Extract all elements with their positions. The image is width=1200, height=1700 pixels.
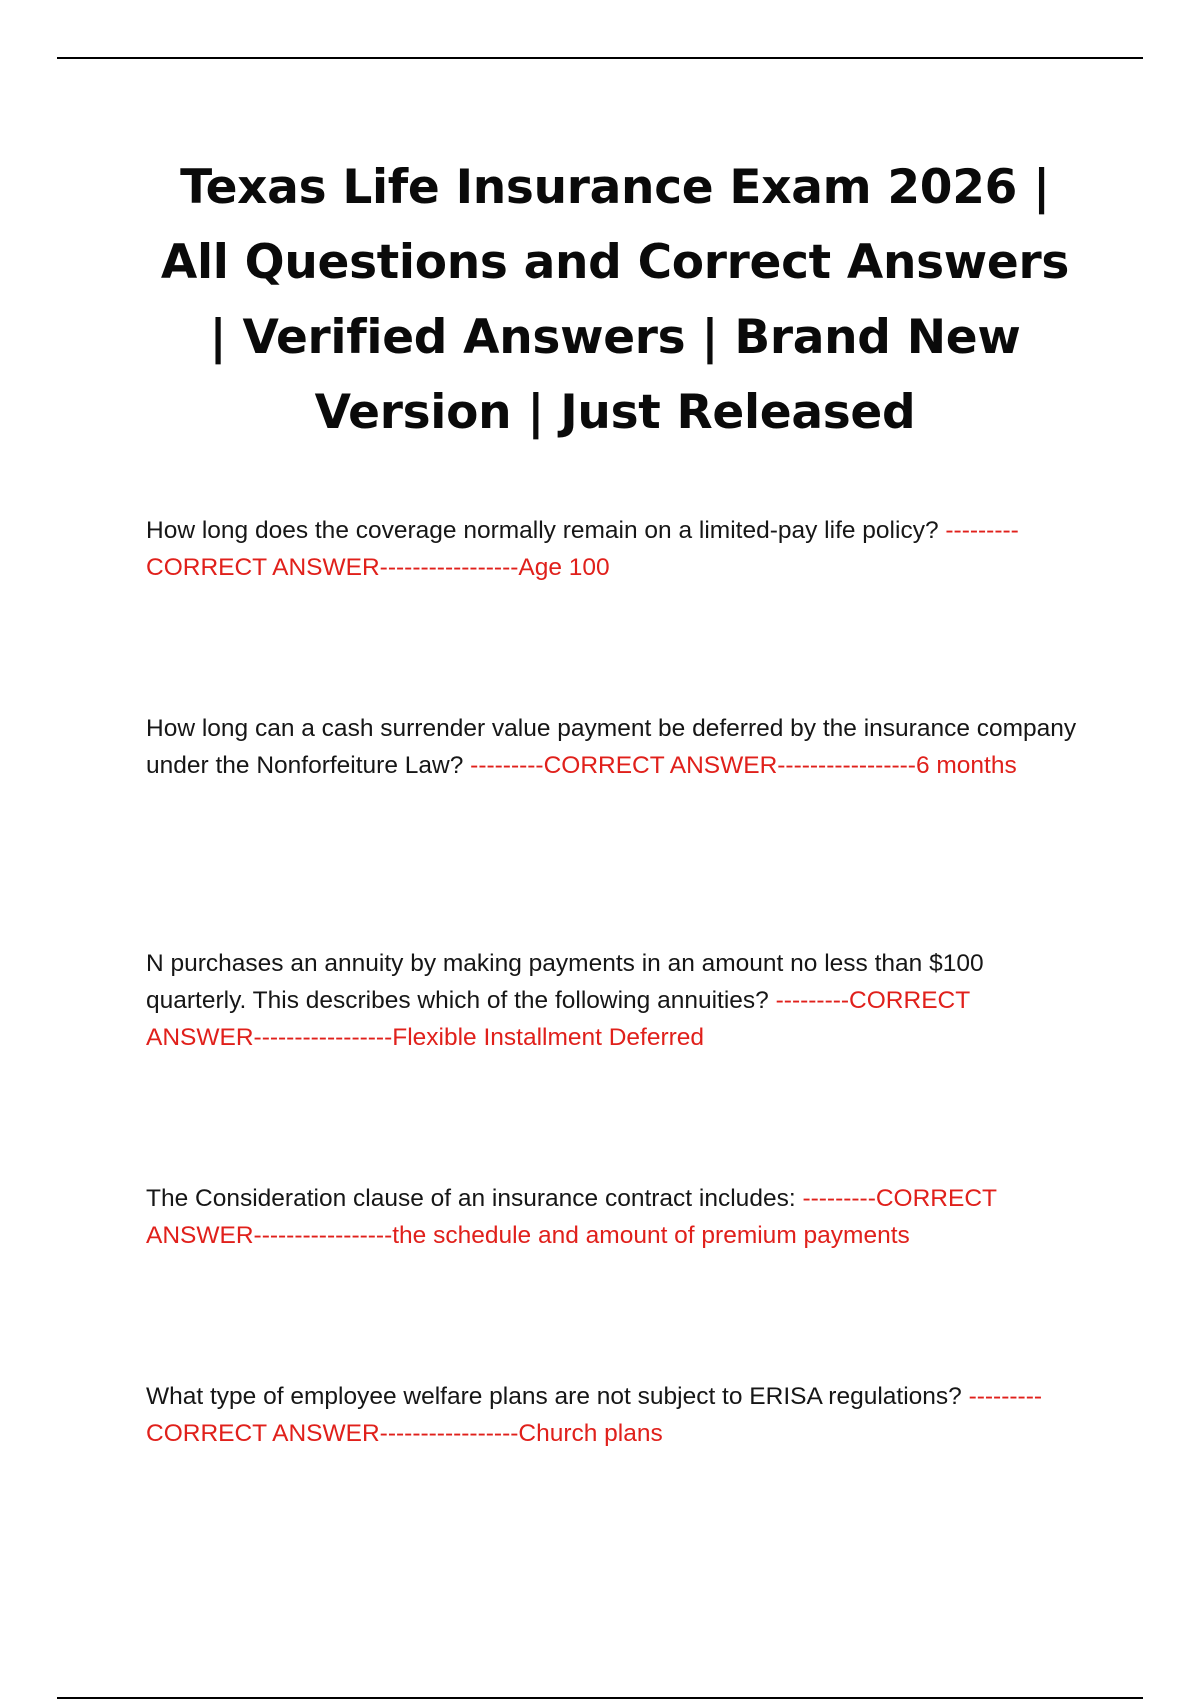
qa-item <box>146 512 1086 586</box>
qa-item <box>146 1180 1086 1254</box>
question-text: How long does the coverage normally remain on a limited-pay life policy? <box>146 517 946 544</box>
answer-text: ---------CORRECT ANSWER-----------------Flexible Installment Deferred <box>146 987 970 1051</box>
question-text: N purchases an annuity by making payments in an amount no less than $100 quarterly. This describes which of the following annuities? <box>146 950 984 1014</box>
bottom-divider <box>57 1697 1143 1699</box>
answer-text: ---------CORRECT ANSWER-----------------6 months <box>470 752 1017 779</box>
answer-text: ---------CORRECT ANSWER-----------------Church plans <box>146 1383 1043 1447</box>
question-text: How long can a cash surrender value payment be deferred by the insurance company under the Nonforfeiture Law? <box>146 715 1077 779</box>
answer-text: ---------CORRECT ANSWER-----------------the schedule and amount of premium payments <box>146 1185 997 1249</box>
document-title: Texas Life Insurance Exam 2026 | All Questions and Correct Answers | Verified Answers | Brand New Version | Just Released <box>160 160 1070 440</box>
qa-item <box>146 710 1086 784</box>
question-text: What type of employee welfare plans are not subject to ERISA regulations? <box>146 1383 969 1410</box>
qa-item <box>146 945 1086 1056</box>
question-text: The Consideration clause of an insurance contract includes: <box>146 1185 803 1212</box>
qa-item <box>146 1378 1086 1452</box>
answer-text: ---------CORRECT ANSWER-----------------Age 100 <box>146 517 1019 581</box>
top-divider <box>57 57 1143 59</box>
